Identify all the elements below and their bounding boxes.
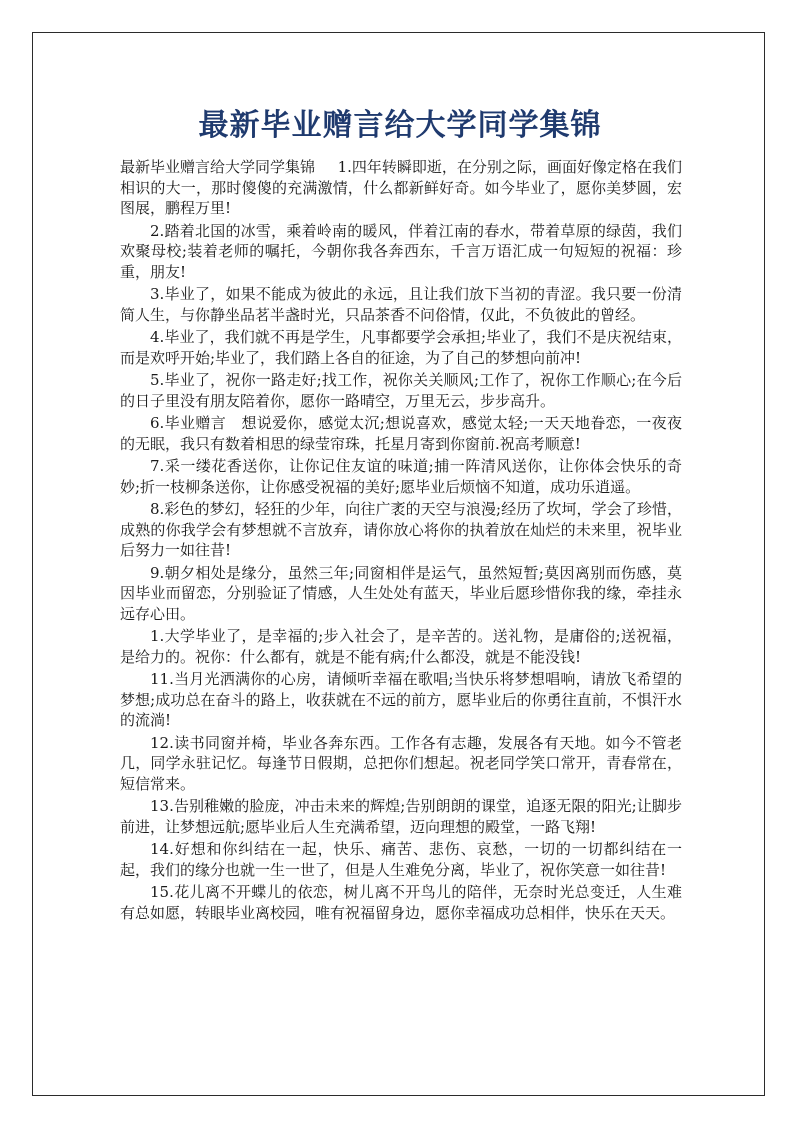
document-title: 最新毕业赠言给大学同学集锦 bbox=[198, 108, 602, 143]
paragraph: 2.踏着北国的冰雪，乘着岭南的暖风，伴着江南的春水，带着草原的绿茵，我们欢聚母校;装着老师的嘱托，今朝你我各奔西东，千言万语汇成一句短短的祝福：珍重，朋友! bbox=[120, 221, 682, 281]
paragraph: 14.好想和你纠结在一起，快乐、痛苦、悲伤、哀愁，一切的一切都纠结在一起，我们的缘分也就一生一世了，但是人生难免分离，毕业了，祝你笑意一如往昔! bbox=[120, 840, 682, 879]
paragraph: 8.彩色的梦幻，轻狂的少年，向往广袤的天空与浪漫;经历了坎坷，学会了珍惜，成熟的你我学会有梦想就不言放弃，请你放心将你的执着放在灿烂的未来里，祝毕业后努力一如往昔! bbox=[120, 500, 682, 559]
paragraph: 15.花儿离不开蝶儿的依恋，树儿离不开鸟儿的陪伴，无奈时光总变迁，人生难有总如愿，转眼毕业离校园，唯有祝福留身边，愿你幸福成功总相伴，快乐在天天。 bbox=[120, 883, 682, 922]
paragraph: 5.毕业了，祝你一路走好;找工作，祝你关关顺风;工作了，祝你工作顺心;在今后的日子里没有朋友陪着你，愿你一路晴空，万里无云，步步高升。 bbox=[120, 371, 682, 410]
paragraph: 7.采一缕花香送你，让你记住友谊的味道;捕一阵清风送你，让你体会快乐的奇妙;折一枝柳条送你，让你感受祝福的美好;愿毕业后烦恼不知道，成功乐逍遥。 bbox=[120, 457, 682, 496]
paragraph bbox=[120, 157, 682, 219]
paragraph: 12.读书同窗并椅，毕业各奔东西。工作各有志趣，发展各有天地。如今不管老几，同学永驻记忆。每逢节日假期，总把你们想起。祝老同学笑口常开，青春常在，短信常来。 bbox=[120, 733, 682, 793]
paragraph: 4.毕业了，我们就不再是学生，凡事都要学会承担;毕业了，我们不是庆祝结束，而是欢呼开始;毕业了，我们踏上各自的征途，为了自己的梦想向前冲! bbox=[120, 328, 682, 367]
paragraph: 1.大学毕业了，是幸福的;步入社会了，是辛苦的。送礼物，是庸俗的;送祝福，是给力的。祝你：什么都有，就是不能有病;什么都没，就是不能没钱! bbox=[120, 627, 682, 666]
paragraph-text: 1.四年转瞬即逝，在分别之际，画面好像定格在我们相识的大一，那时傻傻的充满激情，什么都新鲜好奇。如今毕业了，愿你美梦圆，宏图展，鹏程万里! bbox=[120, 158, 682, 217]
paragraph: 9.朝夕相处是缘分，虽然三年;同窗相伴是运气，虽然短暂;莫因离别而伤感，莫因毕业而留恋，分别验证了情感，人生处处有蓝天，毕业后愿珍惜你我的缘，牵挂永远存心田。 bbox=[120, 563, 682, 623]
paragraph: 11.当月光洒满你的心房，请倾听幸福在歌唱;当快乐将梦想唱响，请放飞希望的梦想;成功总在奋斗的路上，收获就在不远的前方，愿毕业后的你勇往直前，不惧汗水的流淌! bbox=[120, 670, 682, 729]
paragraph: 3.毕业了，如果不能成为彼此的永远，且让我们放下当初的青涩。我只要一份清简人生，与你静坐品茗半盏时光，只品茶香不问俗情，仅此，不负彼此的曾经。 bbox=[120, 285, 682, 324]
lead-title: 最新毕业赠言给大学同学集锦 bbox=[120, 158, 316, 176]
document-body bbox=[120, 157, 682, 925]
paragraph: 6.毕业赠言 想说爱你，感觉太沉;想说喜欢，感觉太轻;一天天地眷恋，一夜夜的无眠，我只有数着相思的绿莹帘珠，托星月寄到你窗前.祝高考顺意! bbox=[120, 414, 682, 453]
paragraph: 13.告别稚嫩的脸庞，冲击未来的辉煌;告别朗朗的课堂，追逐无限的阳光;让脚步前进，让梦想远航;愿毕业后人生充满希望，迈向理想的殿堂，一路飞翔! bbox=[120, 797, 682, 836]
